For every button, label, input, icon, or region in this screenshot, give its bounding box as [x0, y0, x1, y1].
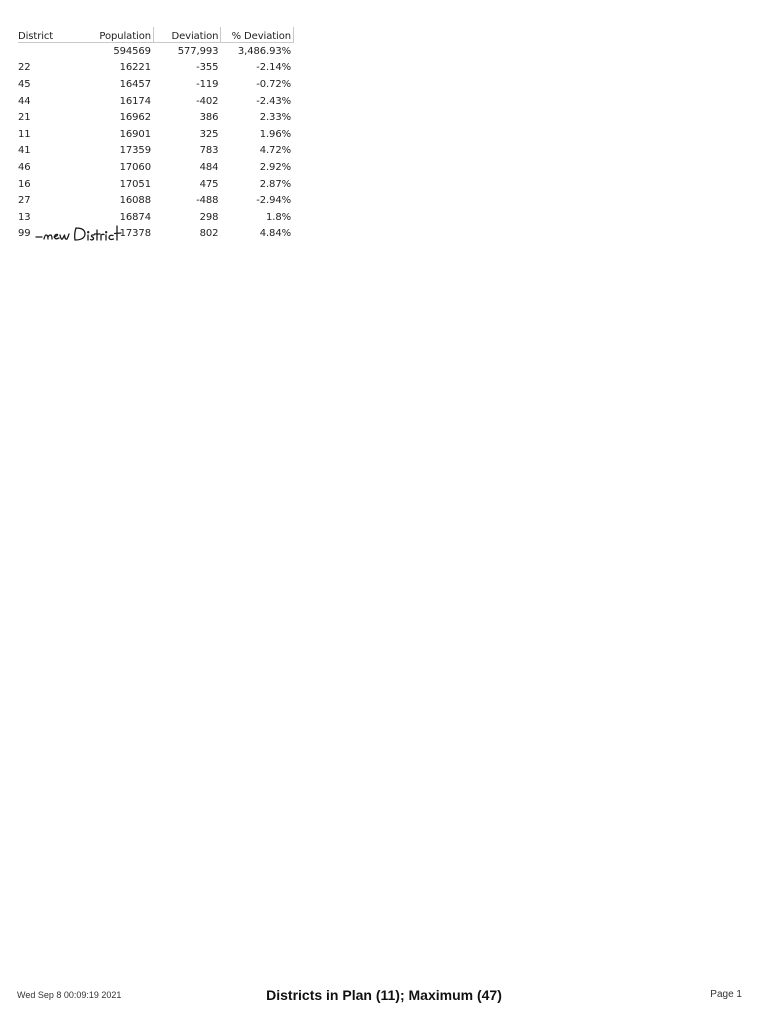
- cell-pct-deviation: 1.8%: [265, 211, 291, 223]
- cell-district: 22: [18, 62, 31, 74]
- cell-population: 17060: [119, 161, 151, 173]
- cell-deviation: 386: [199, 112, 219, 124]
- cell-deviation: -119: [196, 78, 219, 90]
- table-header-row: [18, 27, 294, 43]
- cell-pct-deviation: -2.94%: [256, 195, 291, 207]
- cell-deviation: 325: [199, 128, 219, 140]
- header-pct-deviation: % Deviation: [221, 27, 294, 43]
- table-row: [18, 60, 294, 77]
- cell-district: 44: [18, 95, 31, 107]
- footer-title: Districts in Plan (11); Maximum (47): [266, 987, 502, 1003]
- cell-deviation: 475: [199, 178, 219, 190]
- header-population: Population: [76, 27, 153, 43]
- cell-population: 16088: [119, 195, 151, 207]
- cell-district: 21: [18, 112, 31, 124]
- footer-timestamp: Wed Sep 8 00:09:19 2021: [17, 990, 122, 1000]
- cell-deviation: -488: [196, 195, 219, 207]
- cell-district: 27: [18, 195, 31, 207]
- cell-pct-deviation: 1.96%: [259, 128, 291, 140]
- table-row: [18, 176, 294, 193]
- cell-pct-deviation: 2.92%: [259, 161, 291, 173]
- header-deviation: Deviation: [153, 27, 220, 43]
- cell-district: [18, 43, 76, 60]
- table-row: [18, 109, 294, 126]
- cell-population: 16457: [119, 78, 151, 90]
- cell-population: 16874: [119, 211, 151, 223]
- table-row: [18, 192, 294, 209]
- cell-deviation: -355: [196, 62, 219, 74]
- cell-deviation: 802: [199, 228, 219, 240]
- cell-population: 594569: [113, 45, 151, 57]
- cell-district: 45: [18, 78, 31, 90]
- cell-pct-deviation: 3,486.93%: [237, 45, 291, 57]
- cell-district: 16: [18, 178, 31, 190]
- table-row: [18, 43, 294, 60]
- district-population-table: [18, 27, 294, 242]
- cell-population: 16174: [119, 95, 151, 107]
- table-row: [18, 143, 294, 160]
- cell-pct-deviation: 4.84%: [259, 228, 291, 240]
- handwritten-new-district-annotation: [34, 224, 126, 246]
- cell-population: 17378: [119, 228, 151, 240]
- cell-pct-deviation: 4.72%: [259, 145, 291, 157]
- cell-deviation: 783: [199, 145, 219, 157]
- table-row: [18, 126, 294, 143]
- table-row: [18, 76, 294, 93]
- header-district: District: [18, 27, 76, 43]
- cell-district: 41: [18, 145, 31, 157]
- cell-pct-deviation: 2.33%: [259, 112, 291, 124]
- cell-population: 16901: [119, 128, 151, 140]
- cell-deviation: 484: [199, 161, 219, 173]
- table-row: [18, 159, 294, 176]
- cell-population: 17051: [119, 178, 151, 190]
- cell-deviation: 577,993: [177, 45, 219, 57]
- cell-deviation: -402: [196, 95, 219, 107]
- cell-district: 11: [18, 128, 31, 140]
- cell-pct-deviation: -2.14%: [256, 62, 291, 74]
- cell-pct-deviation: -0.72%: [256, 78, 291, 90]
- cell-district: 13: [18, 211, 31, 223]
- cell-district: 99: [18, 228, 31, 240]
- cell-population: 17359: [119, 145, 151, 157]
- cell-population: 16962: [119, 112, 151, 124]
- cell-deviation: 298: [199, 211, 219, 223]
- cell-pct-deviation: 2.87%: [259, 178, 291, 190]
- footer-page-number: Page 1: [710, 989, 742, 1000]
- table-row: [18, 93, 294, 110]
- cell-pct-deviation: -2.43%: [256, 95, 291, 107]
- cell-population: 16221: [119, 62, 151, 74]
- cell-district: 46: [18, 161, 31, 173]
